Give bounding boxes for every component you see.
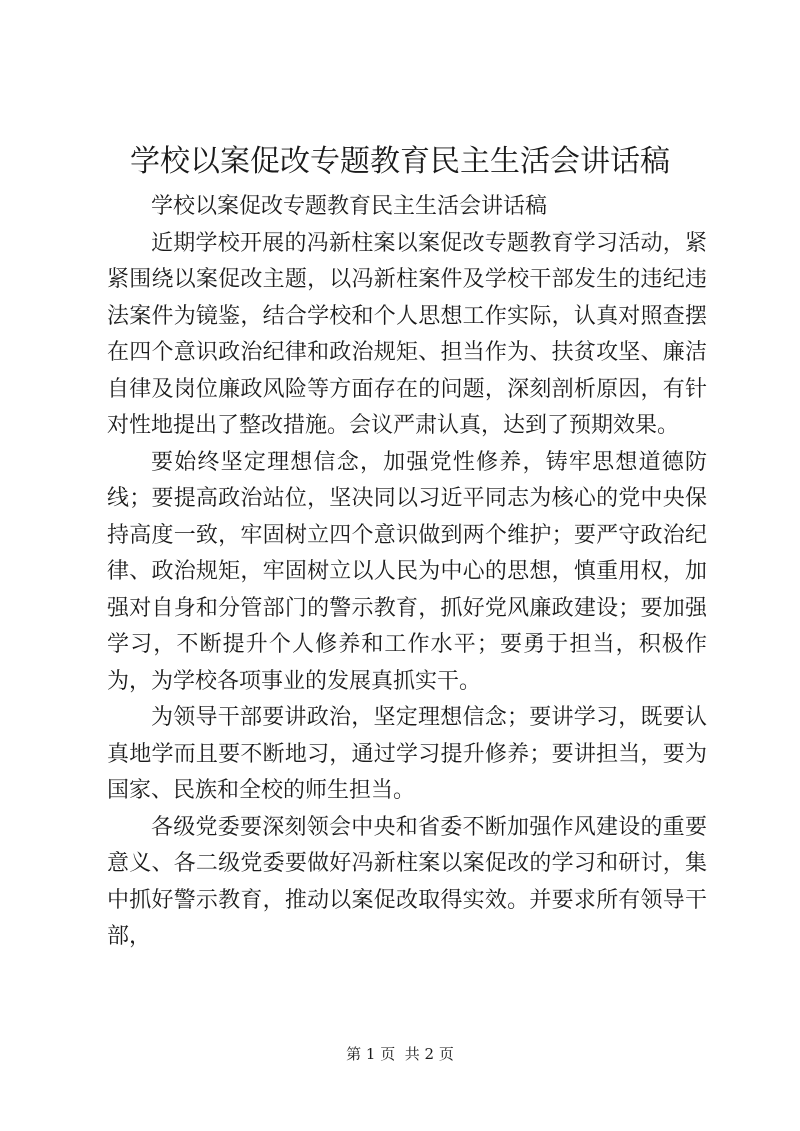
- paragraph: 各级党委要深刻领会中央和省委不断加强作风建设的重要意义、各二级党委要做好冯新柱案以案促改的学习和研讨，集中抓好警示教育，推动以案促改取得实效。并要求所有领导干部，: [107, 814, 707, 949]
- paragraph: 为领导干部要讲政治，坚定理想信念；要讲学习，既要认真地学而且要不断地习，通过学习提升修养；要讲担当，要为国家、民族和全校的师生担当。: [107, 705, 707, 803]
- paragraph: 近期学校开展的冯新柱案以案促改专题教育学习活动，紧紧围绕以案促改主题，以冯新柱案件及学校干部发生的违纪违法案件为镜鉴，结合学校和个人思想工作实际，认真对照查摆在四个意识政治纪律和政治规矩、担当作为、扶贫攻坚、廉洁自律及岗位廉政风险等方面存在的问题，深刻剖析原因，有针对性地提出了整改措施。会议严肃认真，达到了预期效果。: [107, 230, 707, 438]
- paragraph: 要始终坚定理想信念，加强党性修养，铸牢思想道德防线；要提高政治站位，坚决同以习近平同志为核心的党中央保持高度一致，牢固树立四个意识做到两个维护；要严守政治纪律、政治规矩，牢固树立以人民为中心的思想，慎重用权，加强对自身和分管部门的警示教育，抓好党风廉政建设；要加强学习，不断提升个人修养和工作水平；要勇于担当，积极作为，为学校各项事业的发展真抓实干。: [107, 449, 707, 694]
- document-title: 学校以案促改专题教育民主生活会讲话稿: [130, 144, 670, 179]
- page-footer: [0, 1044, 800, 1064]
- paragraph: 学校以案促改专题教育民主生活会讲话稿: [151, 194, 548, 219]
- document-body: [107, 189, 707, 956]
- page-number: 第 1 页 共 2 页: [346, 1045, 454, 1063]
